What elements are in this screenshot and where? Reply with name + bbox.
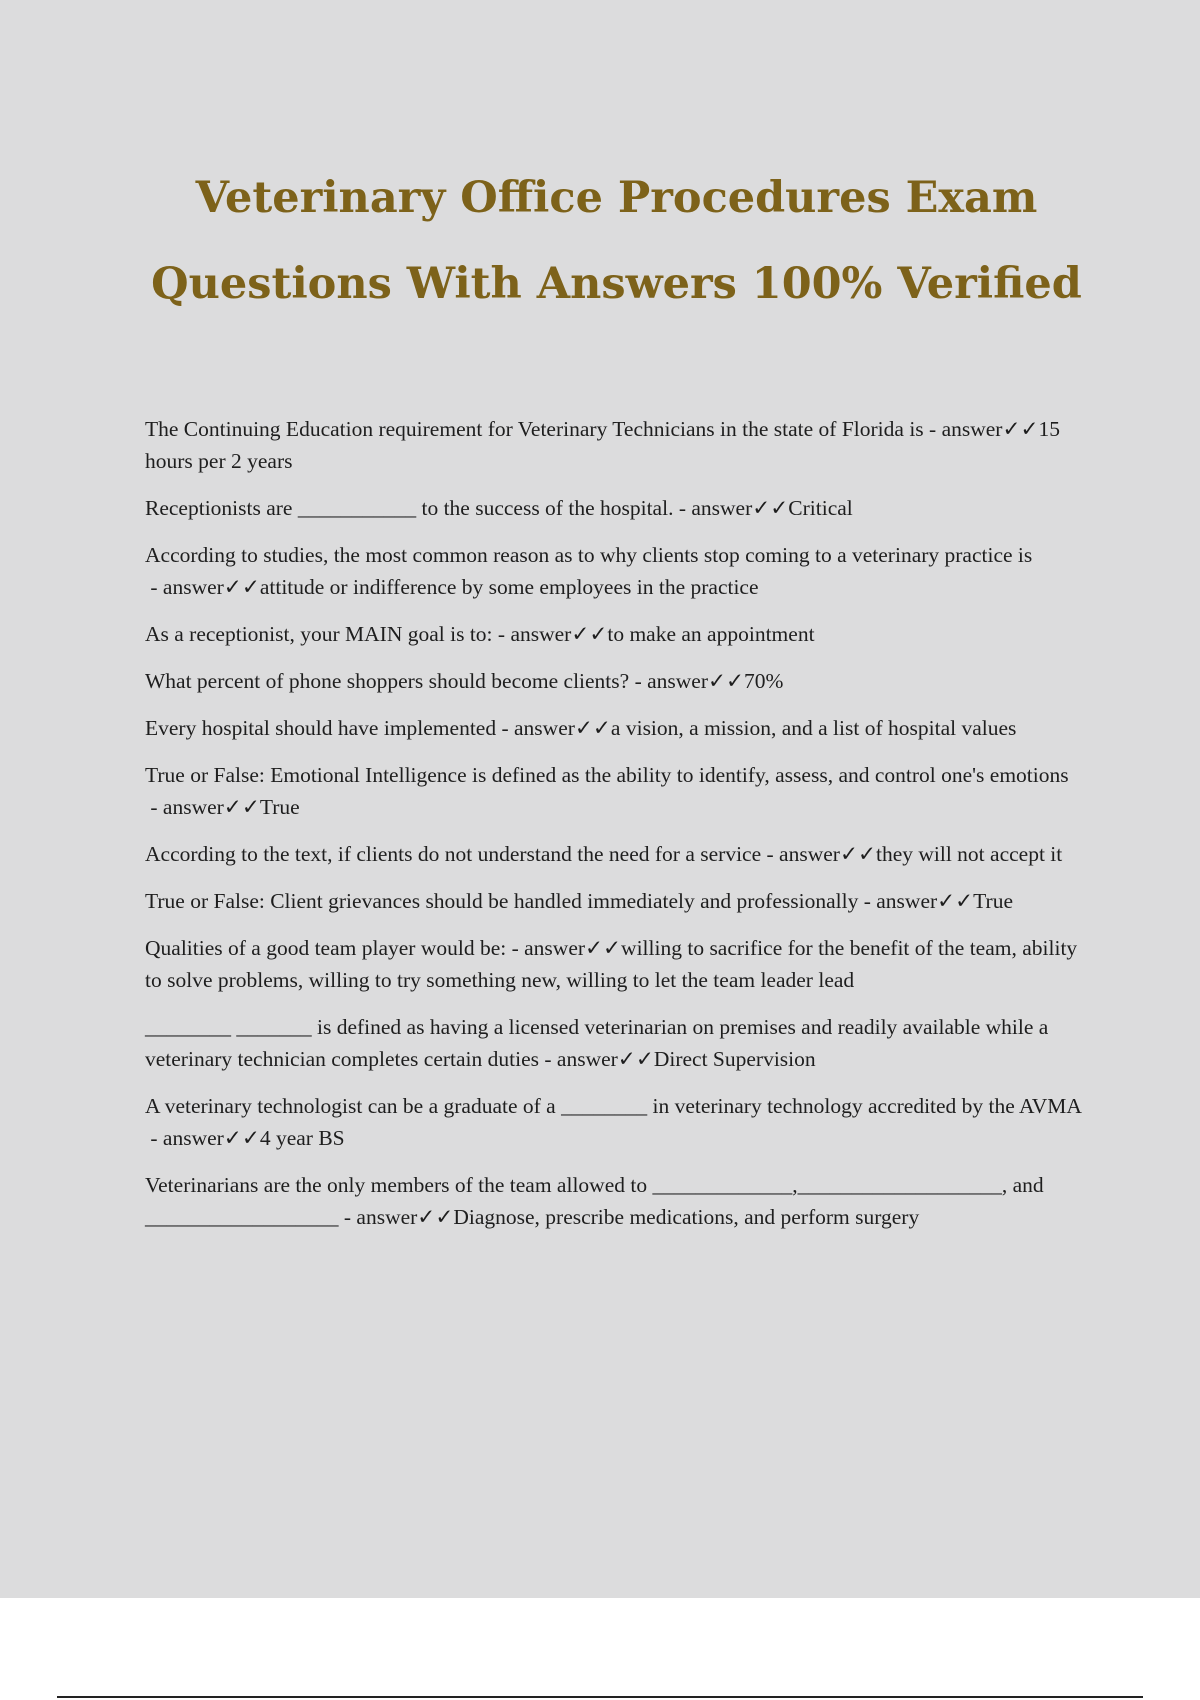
answer-marker: - answer✓✓ (496, 716, 611, 740)
qa-list (145, 413, 1095, 1248)
page-divider (57, 1696, 1143, 1698)
answer-text: Diagnose, prescribe medications, and perform surgery (453, 1205, 920, 1229)
question-text: True or False: Client grievances should be handled immediately and professionally (145, 889, 859, 913)
qa-item (145, 759, 1095, 823)
title-line-1: Veterinary Office Procedures Exam (195, 173, 1038, 223)
question-text: True or False: Emotional Intelligence is defined as the ability to identify, assess, and control one's emotions (145, 763, 1069, 787)
question-text: Every hospital should have implemented (145, 716, 497, 740)
qa-item (145, 838, 1095, 870)
answer-marker: - answer✓✓ (492, 622, 608, 646)
answer-text: they will not accept it (875, 842, 1063, 866)
question-text: As a receptionist, your MAIN goal is to: (145, 622, 493, 646)
answer-marker: - answer✓✓ (506, 936, 622, 960)
answer-text: 70% (744, 669, 784, 693)
answer-text: a vision, a mission, and a list of hospital values (610, 716, 1017, 740)
answer-text: attitude or indifference by some employees in the practice (259, 575, 759, 599)
answer-text: willing to sacrifice for the benefit of the team, ability to solve problems, willing to try something new, willing to let the team leader lead (145, 936, 1078, 992)
question-text: A veterinary technologist can be a graduate of a ________ in veterinary technology accredited by the AVMA (145, 1094, 1081, 1118)
question-text: What percent of phone shoppers should become clients? (145, 669, 630, 693)
answer-marker: - answer✓✓ (923, 417, 1039, 441)
answer-text: Critical (788, 496, 853, 520)
qa-item (145, 712, 1095, 744)
question-text: According to the text, if clients do not understand the need for a service (145, 842, 762, 866)
title-line-2: Questions With Answers 100% Verified (151, 259, 1082, 309)
qa-item (145, 665, 1095, 697)
answer-marker: - answer✓✓ (673, 496, 789, 520)
answer-marker: - answer✓✓ (145, 575, 260, 599)
answer-text: True (259, 795, 300, 819)
answer-text: 15 hours per 2 years (145, 417, 1060, 473)
question-text: ________ _______ is defined as having a licensed veterinarian on premises and readily available while a veterinary technician completes certain duties (145, 1015, 1049, 1071)
qa-item (145, 1011, 1095, 1075)
qa-item (145, 932, 1095, 996)
question-text: Qualities of a good team player would be: (145, 936, 507, 960)
answer-text: 4 year BS (259, 1126, 345, 1150)
answer-marker: - answer✓✓ (858, 889, 974, 913)
question-text: According to studies, the most common reason as to why clients stop coming to a veterinary practice is (145, 543, 1033, 567)
answer-text: Direct Supervision (653, 1047, 816, 1071)
question-text: The Continuing Education requirement for Veterinary Technicians in the state of Florida is (145, 417, 924, 441)
question-text: Veterinarians are the only members of the team allowed to _____________,___________________, and __________________ (145, 1173, 1044, 1229)
document-title (80, 155, 1153, 327)
answer-marker: - answer✓✓ (338, 1205, 454, 1229)
qa-item (145, 492, 1095, 524)
answer-marker: - answer✓✓ (145, 795, 260, 819)
qa-item (145, 1090, 1095, 1154)
answer-text: True (973, 889, 1014, 913)
answer-marker: - answer✓✓ (761, 842, 876, 866)
answer-text: to make an appointment (607, 622, 815, 646)
qa-item (145, 539, 1095, 603)
qa-item (145, 413, 1095, 477)
answer-marker: - answer✓✓ (145, 1126, 260, 1150)
answer-marker: - answer✓✓ (629, 669, 745, 693)
answer-marker: - answer✓✓ (539, 1047, 654, 1071)
qa-item (145, 618, 1095, 650)
qa-item (145, 885, 1095, 917)
question-text: Receptionists are ___________ to the success of the hospital. (145, 496, 674, 520)
qa-item (145, 1169, 1095, 1233)
